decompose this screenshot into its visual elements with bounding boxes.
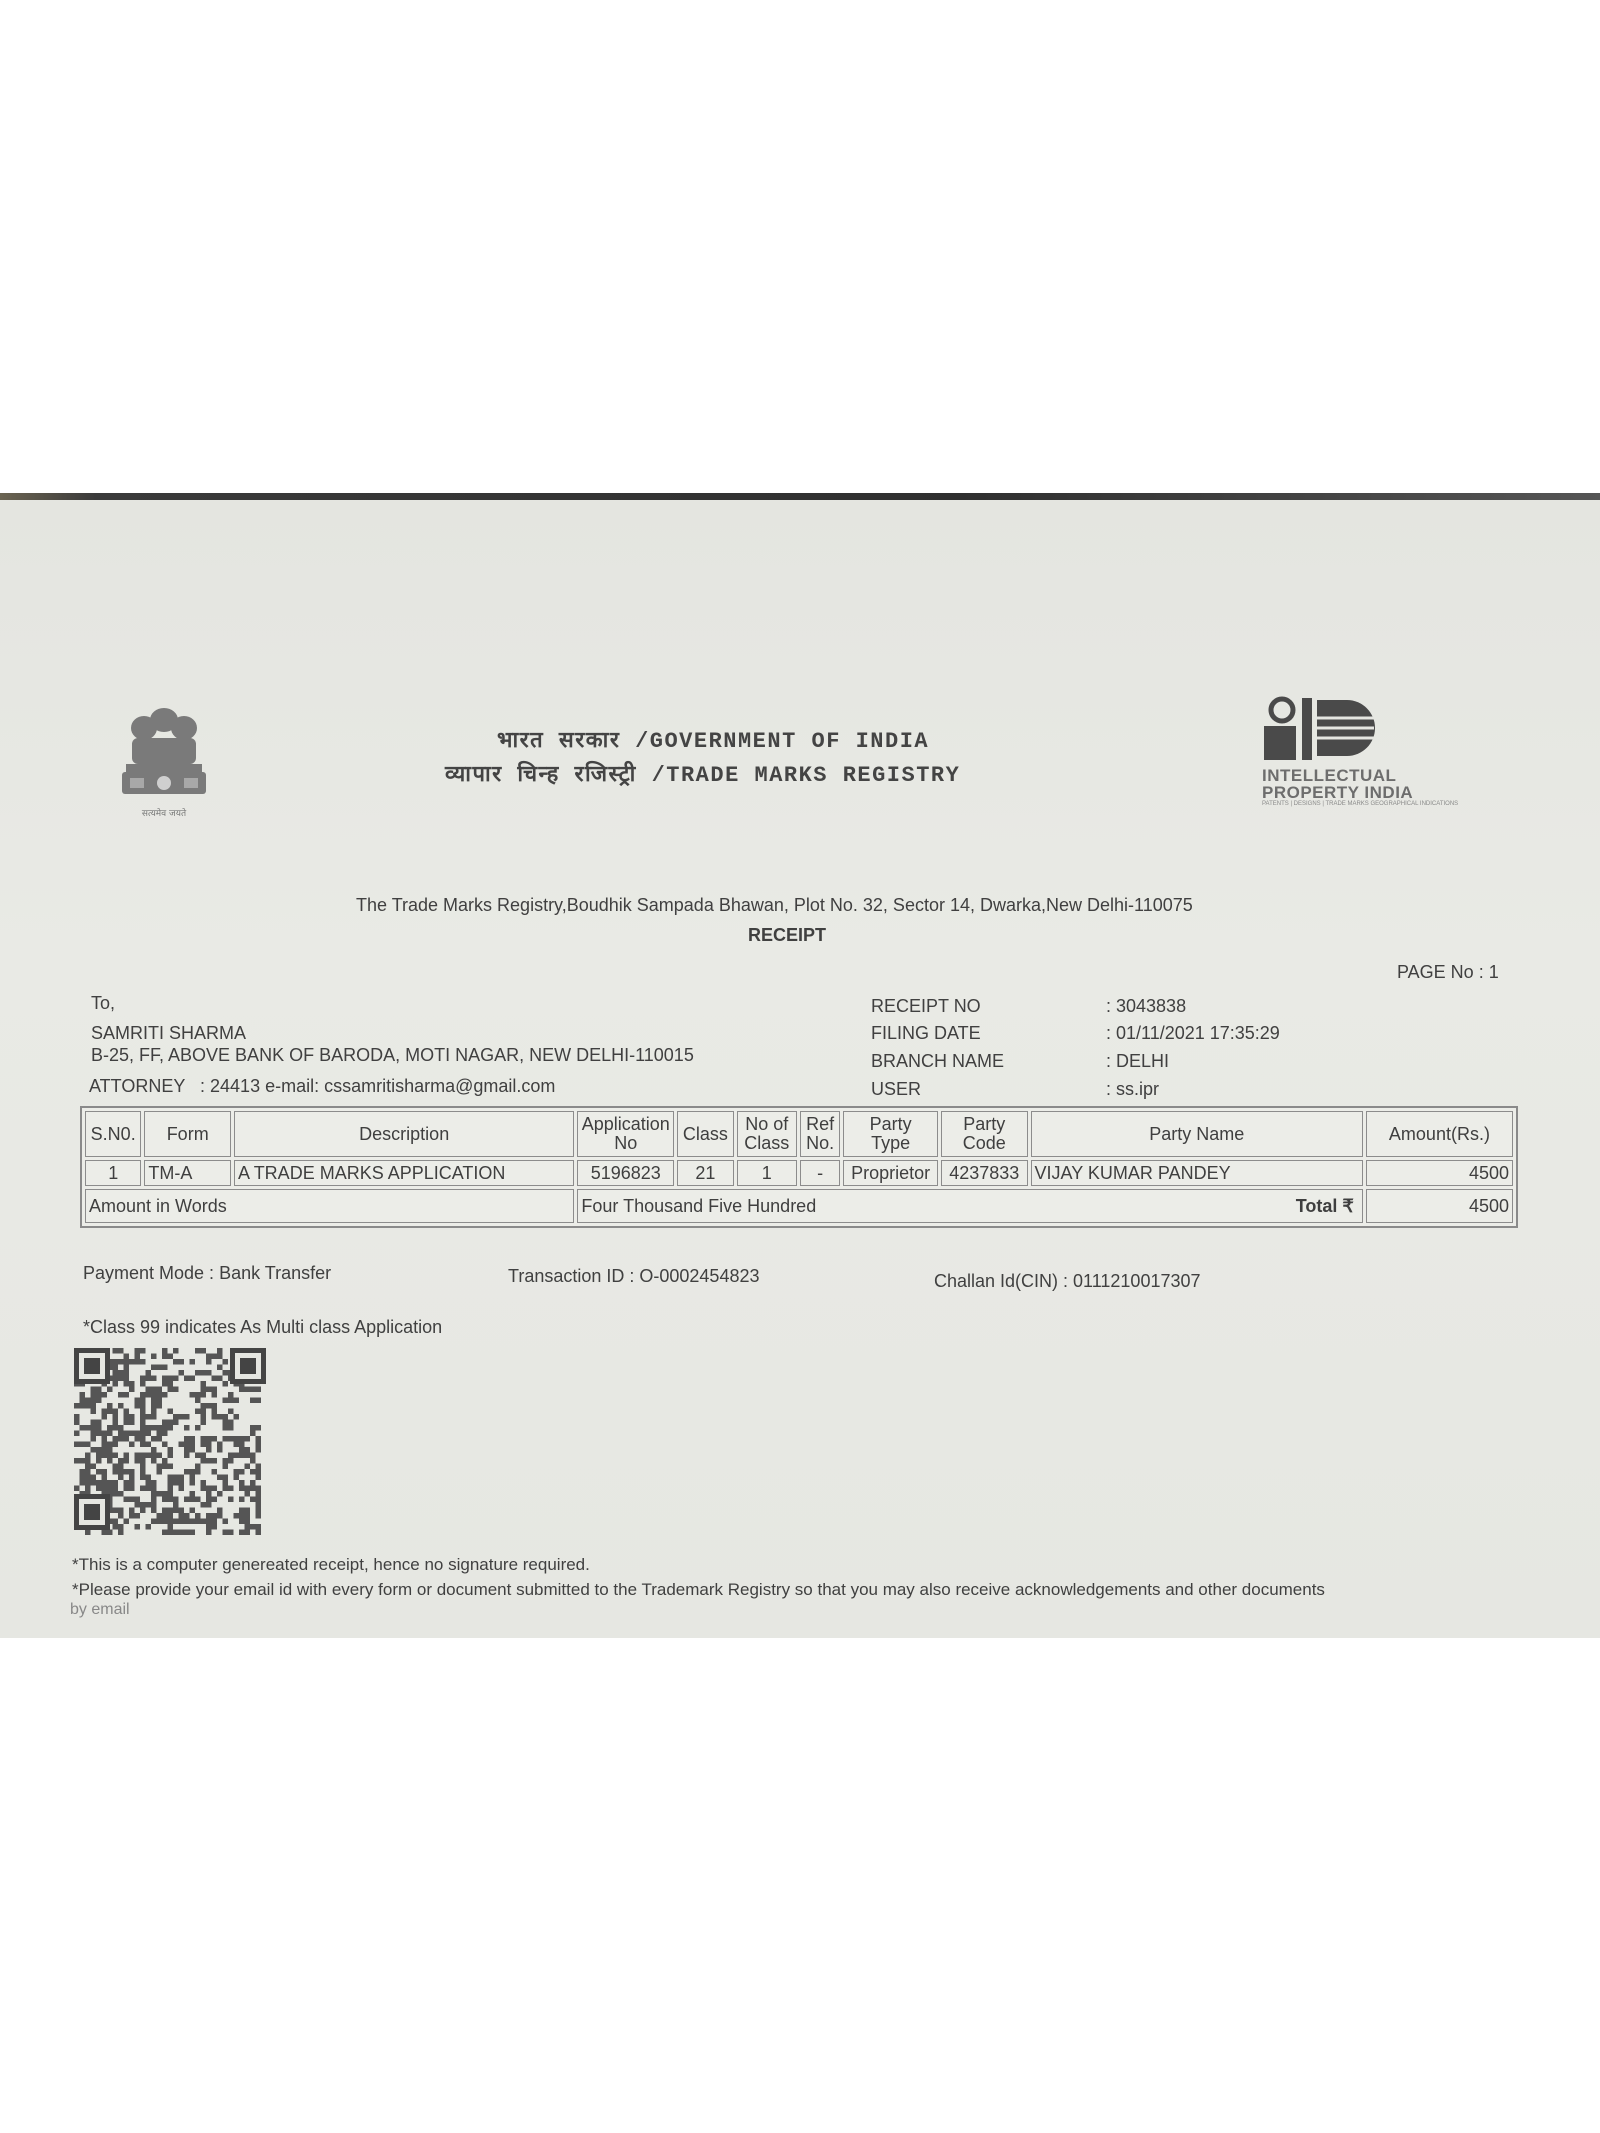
cell-class: 21 bbox=[677, 1160, 733, 1186]
receipt-no-label: RECEIPT NO bbox=[871, 996, 981, 1016]
amount-in-words-row bbox=[85, 1189, 1513, 1223]
header-party-code bbox=[941, 1111, 1028, 1157]
gov-line-1: भारत सरकार /GOVERNMENT OF INDIA bbox=[497, 729, 930, 754]
amount-in-words-label: Amount in Words bbox=[85, 1189, 574, 1223]
total-amount: 4500 bbox=[1366, 1189, 1513, 1223]
ip-india-mark-icon bbox=[1262, 696, 1392, 762]
registry-address: The Trade Marks Registry,Boudhik Sampada Bhawan, Plot No. 32, Sector 14, Dwarka,New Delhi-110075 bbox=[356, 895, 1193, 915]
header-app-no-line1: Application bbox=[581, 1114, 670, 1134]
user-value: : ss.ipr bbox=[1106, 1079, 1160, 1099]
header-ref-no bbox=[800, 1111, 840, 1157]
transaction-id: Transaction ID : O-0002454823 bbox=[508, 1266, 760, 1286]
cell-ref-no: - bbox=[800, 1160, 840, 1186]
filing-date-label: FILING DATE bbox=[871, 1023, 981, 1043]
cell-party-type: Proprietor bbox=[843, 1160, 938, 1186]
header-no-of-class bbox=[737, 1111, 797, 1157]
recipient-address: B-25, FF, ABOVE BANK OF BARODA, MOTI NAGAR, NEW DELHI-110015 bbox=[91, 1045, 694, 1065]
cell-sno: 1 bbox=[85, 1160, 141, 1186]
computer-generated-note: *This is a computer genereated receipt, hence no signature required. bbox=[72, 1555, 590, 1574]
header-description: Description bbox=[234, 1111, 574, 1157]
cell-application-no: 5196823 bbox=[577, 1160, 674, 1186]
table-row bbox=[85, 1160, 1513, 1186]
header-party-type bbox=[843, 1111, 938, 1157]
header-sno: S.N0. bbox=[85, 1111, 141, 1157]
gov-line-2: व्यापार चिन्ह रजिस्ट्री /TRADE MARKS REGISTRY bbox=[445, 763, 961, 788]
header-app-no-line2: No bbox=[614, 1133, 638, 1153]
total-label: Total ₹ bbox=[1295, 1196, 1354, 1216]
multi-class-note: *Class 99 indicates As Multi class Application bbox=[83, 1317, 443, 1337]
filing-date-value: : 01/11/2021 17:35:29 bbox=[1106, 1023, 1280, 1043]
cell-party-code: 4237833 bbox=[941, 1160, 1028, 1186]
cell-form: TM-A bbox=[144, 1160, 231, 1186]
page-number: PAGE No : 1 bbox=[1397, 962, 1499, 982]
recipient-name: SAMRITI SHARMA bbox=[91, 1023, 247, 1043]
header-party-type-line1: Party bbox=[869, 1114, 912, 1134]
logo-subtext: PATENTS | DESIGNS | TRADE MARKS GEOGRAPHICAL INDICATIONS bbox=[1262, 801, 1459, 807]
logo-line-2: PROPERTY INDIA bbox=[1262, 783, 1414, 802]
header-party-code-line1: Party bbox=[963, 1114, 1006, 1134]
header-ref-no-line2: No. bbox=[806, 1133, 835, 1153]
header-no-of-class-line1: No of bbox=[745, 1114, 789, 1134]
email-note: *Please provide your email id with every form or document submitted to the Trademark Registry so that you may also receive acknowledgements and other documents bbox=[72, 1580, 1325, 1599]
header-form: Form bbox=[144, 1111, 231, 1157]
email-note-continued: by email bbox=[70, 1601, 130, 1618]
header-no-of-class-line2: Class bbox=[744, 1133, 790, 1153]
header-party-name: Party Name bbox=[1031, 1111, 1363, 1157]
to-label: To, bbox=[91, 993, 116, 1013]
user-label: USER bbox=[871, 1079, 922, 1099]
attorney-line: ATTORNEY : 24413 e-mail: cssamritisharma@gmail.com bbox=[89, 1076, 556, 1096]
ip-india-logo bbox=[1262, 696, 1462, 824]
cell-party-name: VIJAY KUMAR PANDEY bbox=[1031, 1160, 1363, 1186]
payment-mode: Payment Mode : Bank Transfer bbox=[83, 1263, 332, 1283]
amount-in-words-cell bbox=[577, 1189, 1362, 1223]
header-class: Class bbox=[677, 1111, 733, 1157]
national-emblem-icon bbox=[108, 698, 220, 828]
logo-line-1: INTELLECTUAL bbox=[1262, 766, 1397, 785]
cell-amount: 4500 bbox=[1366, 1160, 1513, 1186]
receipt-table bbox=[80, 1106, 1518, 1228]
amount-in-words-value: Four Thousand Five Hundred bbox=[581, 1195, 817, 1216]
cell-description: A TRADE MARKS APPLICATION bbox=[234, 1160, 574, 1186]
receipt-title: RECEIPT bbox=[748, 925, 827, 945]
cell-no-of-class: 1 bbox=[737, 1160, 797, 1186]
header-application-no bbox=[577, 1111, 674, 1157]
header-amount: Amount(Rs.) bbox=[1366, 1111, 1513, 1157]
receipt-no-value: : 3043838 bbox=[1106, 996, 1187, 1016]
header-ref-no-line1: Ref bbox=[806, 1114, 835, 1134]
challan-id: Challan Id(CIN) : 0111210017307 bbox=[934, 1271, 1201, 1291]
emblem-caption: सत्यमेव जयते bbox=[141, 809, 187, 819]
table-header-row bbox=[85, 1111, 1513, 1157]
branch-name-value: : DELHI bbox=[1106, 1051, 1170, 1071]
qr-code-icon bbox=[70, 1344, 270, 1536]
header-party-code-line2: Code bbox=[962, 1133, 1006, 1153]
branch-name-label: BRANCH NAME bbox=[871, 1051, 1005, 1071]
header-party-type-line2: Type bbox=[871, 1133, 911, 1153]
